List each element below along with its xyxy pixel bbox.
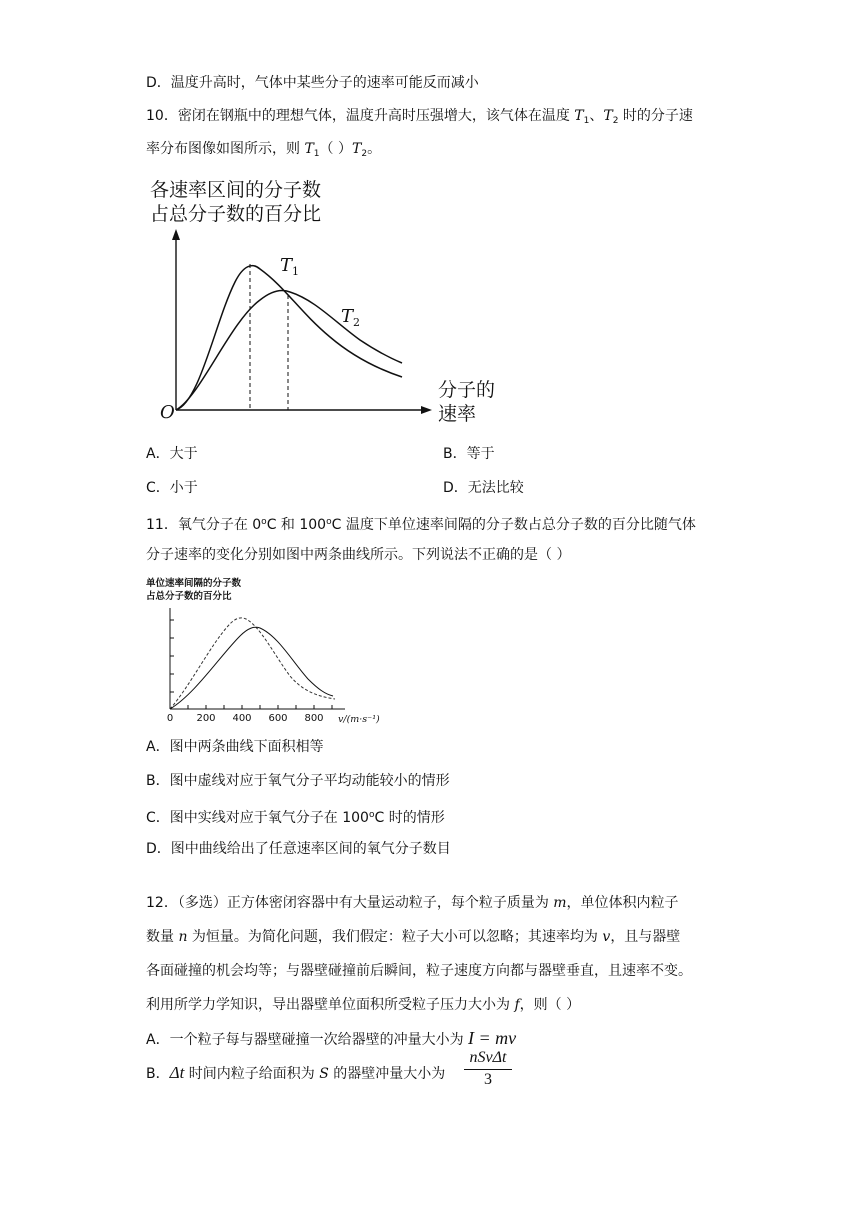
- q10-curve-t1: [176, 266, 402, 410]
- q10-x-axis-arrow: [421, 406, 432, 414]
- q10-t1-symbol: T: [574, 108, 584, 124]
- q11-xtick-200: 200: [196, 713, 216, 724]
- q11-stem-text-c: C 温度下单位速率间隔的分子数占总分子数的百分比随气体: [331, 517, 696, 533]
- q11-ylabel-line2: 占总分子数的百分比: [146, 591, 232, 602]
- q11-solid-curve: [170, 627, 333, 709]
- q10-ylabel-line2: 占总分子数的百分比: [150, 203, 322, 225]
- q12-stem-text-c: 数量: [146, 929, 179, 945]
- q11-option-c-degree: o: [368, 810, 375, 820]
- q12-option-b-text-b: 的器壁冲量大小为: [328, 1066, 446, 1082]
- q12-stem-line1: [146, 893, 679, 913]
- q10-line2-t2: T: [351, 141, 362, 157]
- q11-stem-line2: 分子速率的变化分别如图中两条曲线所示。下列说法不正确的是（ ）: [146, 547, 571, 563]
- q10-stem-end: 。: [367, 141, 382, 157]
- q12-stem-line4: [146, 995, 580, 1015]
- q10-line2-t1: T: [304, 141, 314, 157]
- q10-t1-subscript: 1: [583, 116, 590, 126]
- q11-stem-text-b: C 和 100: [266, 517, 327, 533]
- q12-option-b-dt: Δt: [169, 1063, 185, 1082]
- q12-stem-text-g: ，则（ ）: [519, 997, 581, 1013]
- q12-mass-symbol: m: [553, 895, 567, 911]
- q11-ylabel-line1: 单位速率间隔的分子数: [146, 578, 242, 589]
- q11-option-d: D．图中曲线给出了任意速率区间的氧气分子数目: [146, 841, 451, 857]
- q11-stem-text-a: 11．氧气分子在 0: [146, 517, 262, 533]
- q10-curve-t1-letter: T: [280, 255, 293, 276]
- q9-option-d: D．温度升高时，气体中某些分子的速率可能反而减小: [146, 75, 479, 91]
- q10-curve-t2-label: [341, 306, 360, 329]
- q11-option-a: A．图中两条曲线下面积相等: [146, 739, 324, 755]
- q12-stem-text-b: ，单位体积内粒子: [566, 895, 679, 911]
- q10-curve-t1-sub: 1: [292, 265, 300, 278]
- q10-origin-label: O: [160, 402, 175, 423]
- q12-f-symbol: f: [514, 997, 520, 1013]
- q12-v-symbol: v: [602, 929, 611, 945]
- q10-option-b: B．等于: [443, 446, 495, 462]
- q10-answer-blank: （ ）: [319, 141, 352, 157]
- q12-stem-line2: [146, 927, 680, 947]
- q10-line2-t2-sub: 2: [361, 149, 368, 159]
- q12-stem-text-d: 为恒量。为简化问题，我们假定：粒子大小可以忽略；其速率均为: [187, 929, 603, 945]
- q10-ylabel-line1: 各速率区间的分子数: [150, 179, 322, 201]
- q11-oxygen-distribution-figure: [140, 576, 390, 726]
- q11-option-c-text-a: C．图中实线对应于氧气分子在 100: [146, 810, 369, 826]
- q10-stem-line2: [146, 139, 381, 164]
- q10-speed-distribution-figure: [140, 172, 520, 427]
- q10-option-a: A．大于: [146, 446, 198, 462]
- q11-xtick-400: 400: [232, 713, 252, 724]
- q12-fraction-denominator: 3: [484, 1071, 492, 1088]
- q10-xlabel-line1: 分子的: [438, 379, 496, 401]
- q10-stem-text-b: 时的分子速: [618, 108, 693, 124]
- q12-option-a: [146, 1028, 516, 1050]
- q11-option-b: B．图中虚线对应于氧气分子平均动能较小的情形: [146, 773, 450, 789]
- q10-t2-subscript: 2: [612, 116, 619, 126]
- q10-separator: 、: [589, 108, 604, 124]
- q11-xtick-600: 600: [268, 713, 288, 724]
- q12-stem-text-e: ，且与器壁: [610, 929, 681, 945]
- q12-option-a-formula: I = mv: [468, 1028, 517, 1048]
- q11-stem-line1: [146, 512, 696, 535]
- q10-xlabel-line2: 速率: [438, 403, 477, 425]
- q10-curve-t2-sub: 2: [353, 316, 361, 329]
- q11-xlabel: v/(m·s⁻¹): [338, 714, 380, 725]
- q11-dashed-curve: [170, 618, 335, 709]
- q12-stem-text-a: 12．（多选）正方体密闭容器中有大量运动粒子，每个粒子质量为: [146, 895, 554, 911]
- q12-option-b-label: B．: [146, 1066, 170, 1082]
- q11-option-c: [146, 805, 445, 828]
- q10-y-axis-arrow: [172, 229, 180, 240]
- q12-stem-text-f: 利用所学力学知识，导出器壁单位面积所受粒子压力大小为: [146, 997, 515, 1013]
- q11-xtick-800: 800: [304, 713, 324, 724]
- q11-option-c-text-b: C 时的情形: [374, 810, 445, 826]
- q11-degree-0: o: [261, 517, 267, 527]
- q10-option-c: C．小于: [146, 480, 198, 496]
- q12-option-a-text: A．一个粒子每与器壁碰撞一次给器壁的冲量大小为: [146, 1032, 469, 1048]
- q12-option-b-text-a: 时间内粒子给面积为: [184, 1066, 320, 1082]
- q10-line2-t1-sub: 1: [313, 149, 320, 159]
- q12-option-b: [146, 1063, 445, 1084]
- q11-xtick-0: 0: [166, 713, 174, 724]
- q10-option-d: D．无法比较: [443, 480, 524, 496]
- q12-fraction-numerator: nSvΔt: [469, 1049, 507, 1066]
- q11-y-ticks: [170, 620, 174, 692]
- q10-t2-symbol: T: [603, 108, 613, 124]
- q12-stem-line3: 各面碰撞的机会均等；与器壁碰撞前后瞬间，粒子速度方向都与器壁垂直，且速率不变。: [146, 963, 692, 979]
- q10-curve-t2-letter: T: [341, 306, 354, 327]
- q11-degree-100: o: [326, 517, 332, 527]
- q12-option-b-s-symbol: S: [319, 1066, 329, 1082]
- q10-stem-text-c: 率分布图像如图所示，则: [146, 141, 305, 157]
- q10-curve-t1-label: [280, 255, 299, 278]
- q10-stem-line1: [146, 106, 693, 131]
- q11-x-ticks: [188, 705, 332, 709]
- q12-n-symbol: n: [178, 929, 188, 945]
- q12-option-b-fraction: [462, 1048, 514, 1090]
- q10-stem-text-a: 10．密闭在钢瓶中的理想气体，温度升高时压强增大，该气体在温度: [146, 108, 575, 124]
